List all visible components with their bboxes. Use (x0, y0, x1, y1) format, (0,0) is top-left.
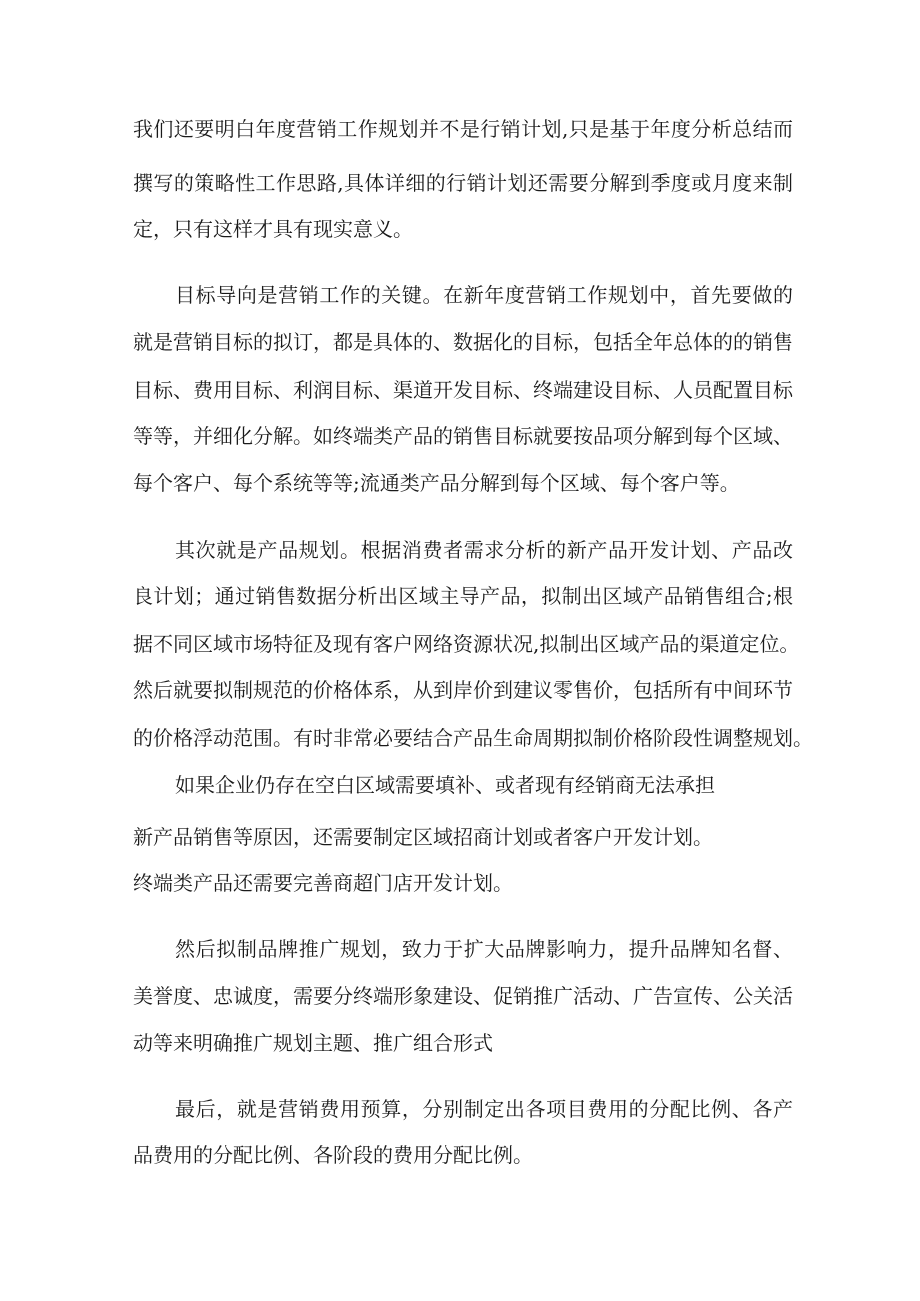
paragraph-line: 终端类产品还需要完善商超门店开发计划。 (133, 871, 513, 895)
paragraph-line: 就是营销目标的拟订，都是具体的、数据化的目标，包括全年总体的的销售 (133, 330, 793, 354)
paragraph-line: 如果企业仍存在空白区域需要填补、或者现有经销商无法承担 (175, 773, 715, 797)
paragraph-line: 美誉度、忠诚度，需要分终端形象建设、促销推广活动、广告宣传、公关活 (133, 984, 793, 1008)
paragraph-line: 新产品销售等原因，还需要制定区域招商计划或者客户开发计划。 (133, 825, 713, 849)
paragraph-line: 目标导向是营销工作的关键。在新年度营销工作规划中，首先要做的 (175, 283, 793, 307)
paragraph-line: 据不同区域市场特征及现有客户网络资源状况,拟制出区域产品的渠道定位。 (133, 632, 800, 656)
paragraph-line: 撰写的策略性工作思路,具体详细的行销计划还需要分解到季度或月度来制 (133, 171, 793, 195)
paragraph-line: 定，只有这样才具有现实意义。 (133, 217, 413, 241)
paragraph-line: 我们还要明白年度营销工作规划并不是行销计划,只是基于年度分析总结而 (133, 117, 793, 141)
paragraph-line: 然后就要拟制规范的价格体系，从到岸价到建议零售价，包括所有中间环节 (133, 678, 793, 702)
paragraph-line: 最后，就是营销费用预算，分别制定出各项目费用的分配比例、各产 (175, 1097, 793, 1121)
paragraph-line: 等等，并细化分解。如终端类产品的销售目标就要按品项分解到每个区域、 (133, 424, 793, 448)
paragraph-line: 品费用的分配比例、各阶段的费用分配比例。 (133, 1143, 533, 1167)
paragraph-line: 然后拟制品牌推广规划，致力于扩大品牌影响力，提升品牌知名督、 (175, 937, 793, 961)
paragraph-line: 每个客户、每个系统等等;流通类产品分解到每个区域、每个客户等。 (133, 471, 740, 495)
paragraph-line: 良计划；通过销售数据分析出区域主导产品，拟制出区域产品销售组合;根 (133, 584, 793, 608)
paragraph-line: 的价格浮动范围。有时非常必要结合产品生命周期拟制价格阶段性调整规划。 (133, 726, 813, 750)
paragraph-line: 动等来明确推广规划主题、推广组合形式 (133, 1031, 493, 1055)
paragraph-line: 其次就是产品规划。根据消费者需求分析的新产品开发计划、产品改 (175, 538, 793, 562)
paragraph-line: 目标、费用目标、利润目标、渠道开发目标、终端建设目标、人员配置目标 (133, 378, 793, 402)
